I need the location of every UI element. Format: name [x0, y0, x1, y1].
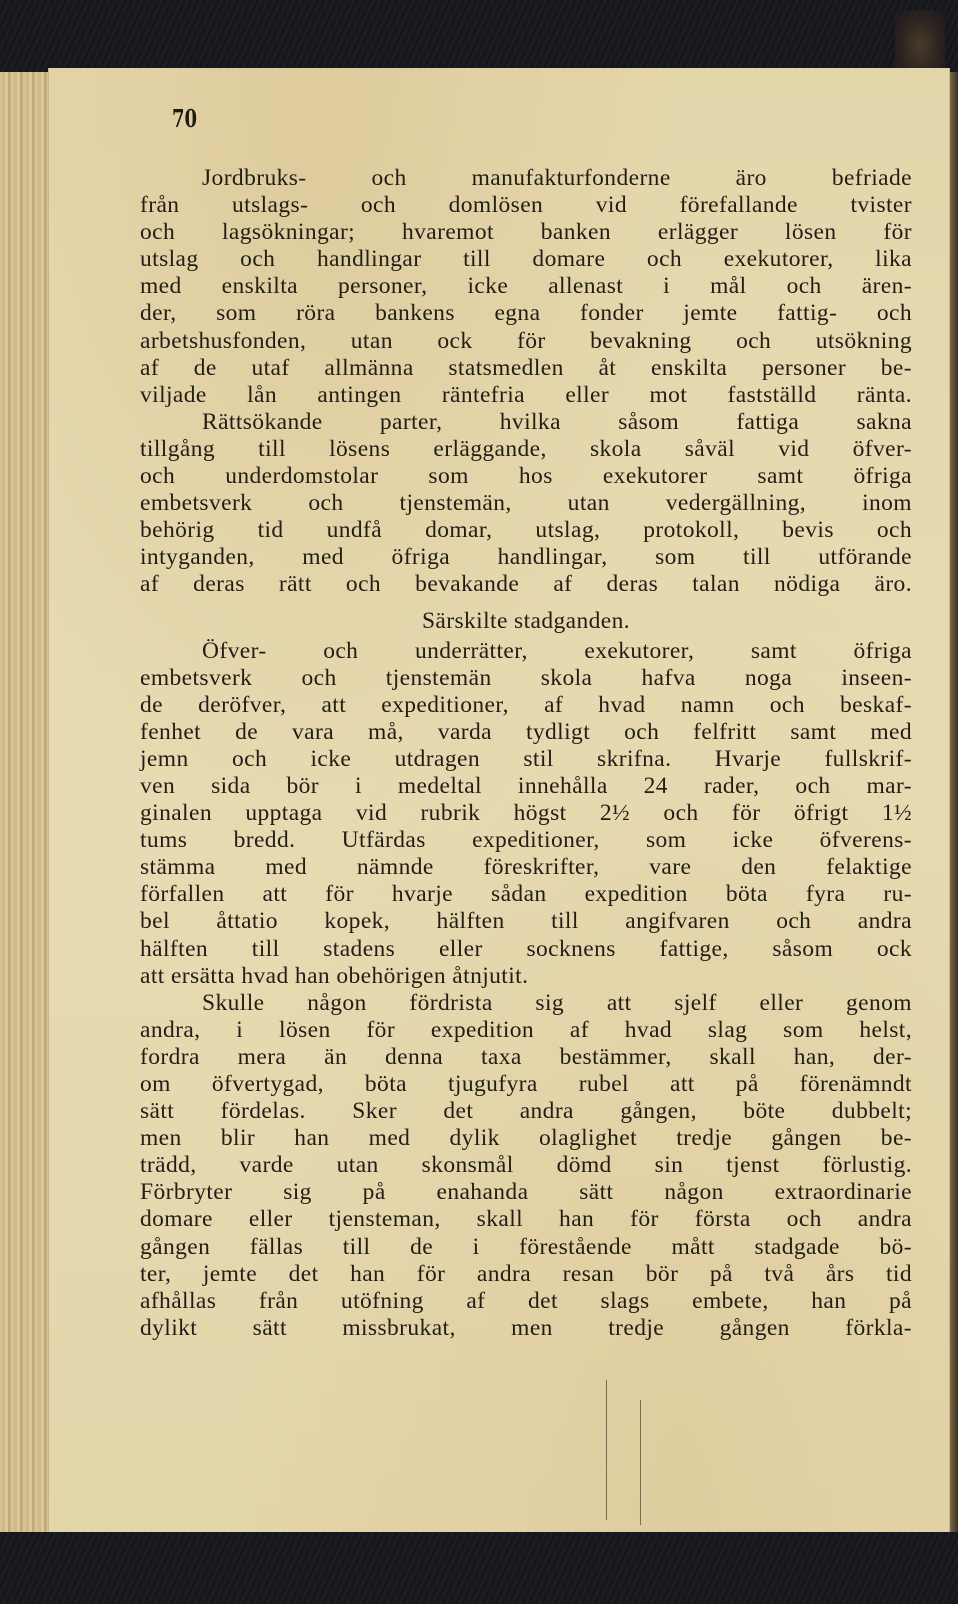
text-line: Förbryter sig på enahanda sätt någon extraordinarie [140, 1179, 912, 1206]
page-crease [640, 1400, 641, 1525]
text-line: de deröfver, att expeditioner, af hvad namn och beskaf- [140, 691, 912, 718]
text-line: af de utaf allmänna statsmedlen åt enskilta personer be- [140, 354, 912, 381]
text-line: fordra mera än denna taxa bestämmer, skall han, der- [140, 1043, 912, 1070]
text-line: med enskilta personer, icke allenast i mål och ären- [140, 273, 912, 300]
section-heading: Särskilte stadganden. [421, 607, 631, 634]
dark-background-bottom [0, 1532, 958, 1604]
text-line: Rättsökande parter, hvilka såsom fattiga sakna [202, 408, 912, 435]
text-line: intyganden, med öfriga handlingar, som till utförande [140, 544, 912, 571]
text-line: om öfvertygad, böta tjugufyra rubel att på förenämndt [140, 1071, 912, 1097]
text-line: tillgång till lösens erläggande, skola såväl vid öfver- [140, 435, 912, 462]
text-line: embetsverk och tjenstemän skola hafva noga inseen- [140, 664, 912, 691]
text-line: dylikt sätt missbrukat, men tredje gången förkla- [140, 1314, 912, 1341]
text-line: tums bredd. Utfärdas expeditioner, som icke öfverens- [140, 827, 912, 854]
text-line: trädd, varde utan skonsmål dömd sin tjenst förlustig. [140, 1152, 912, 1179]
text-line: förfallen att för hvarje sådan expedition böta fyra ru- [140, 881, 912, 908]
page-number: 70 [172, 104, 198, 133]
page-right-edge [950, 72, 958, 1532]
text-line: viljade lån antingen räntefria eller mot fastställd ränta. [140, 381, 912, 408]
text-line: ginalen upptaga vid rubrik högst 2½ och för öfrigt 1½ [140, 800, 912, 827]
text-line: arbetshusfonden, utan ock för bevakning och utsökning [140, 327, 912, 354]
text-line: men blir han med dylik olaglighet tredje gången be- [140, 1125, 912, 1152]
body-text [140, 165, 912, 1342]
text-line: af deras rätt och bevakande af deras talan nödiga äro. [140, 571, 912, 598]
paragraph-1 [140, 165, 912, 409]
page-crease [606, 1380, 607, 1520]
text-line: Skulle någon fördrista sig att sjelf eller genom [202, 989, 912, 1016]
text-line: der, som röra bankens egna fonder jemte fattig- och [140, 300, 912, 327]
text-line: andra, i lösen för expedition af hvad slag som helst, [140, 1016, 912, 1043]
paragraph-3 [140, 638, 912, 990]
text-line: bel åttatio kopek, hälften till angifvaren och andra [140, 908, 912, 935]
text-line: från utslags- och domlösen vid förefallande tvister [140, 192, 912, 219]
text-line: behörig tid undfå domar, utslag, protokoll, bevis och [140, 517, 912, 544]
text-line: fenhet de vara må, varda tydligt och felfritt samt med [140, 718, 912, 745]
text-line: gången fällas till de i förestående mått stadgade bö- [140, 1233, 912, 1260]
text-line: och lagsökningar; hvaremot banken erlägger lösen för [140, 219, 912, 246]
text-line: jemn och icke utdragen stil skrifna. Hvarje fullskrif- [140, 745, 912, 772]
text-line: sätt fördelas. Sker det andra gången, böte dubbelt; [140, 1098, 912, 1125]
text-line: domare eller tjensteman, skall han för första och andra [140, 1206, 912, 1233]
text-line: afhållas från utöfning af det slags embete, han på [140, 1287, 912, 1314]
text-line: utslag och handlingar till domare och exekutorer, lika [140, 246, 912, 273]
text-line: ven sida bör i medeltal innehålla 24 rader, och mar- [140, 772, 912, 799]
background-stain [895, 10, 945, 70]
paragraph-2 [140, 409, 912, 599]
paragraph-4 [140, 990, 912, 1342]
text-line: stämma med nämnde föreskrifter, vare den felaktige [140, 854, 912, 881]
text-line: hälften till stadens eller socknens fattige, såsom ock [140, 935, 912, 962]
text-line: och underdomstolar som hos exekutorer samt öfriga [140, 463, 912, 490]
text-line: Öfver- och underrätter, exekutorer, samt öfriga [202, 637, 912, 664]
text-line: ter, jemte det han för andra resan bör på två års tid [140, 1260, 912, 1287]
text-line: embetsverk och tjenstemän, utan vedergällning, inom [140, 490, 912, 517]
text-line: Jordbruks- och manufakturfonderne äro befriade [202, 165, 912, 191]
dark-background-top [0, 0, 958, 72]
text-line: att ersätta hvad han obehörigen åtnjutit. [140, 962, 529, 989]
